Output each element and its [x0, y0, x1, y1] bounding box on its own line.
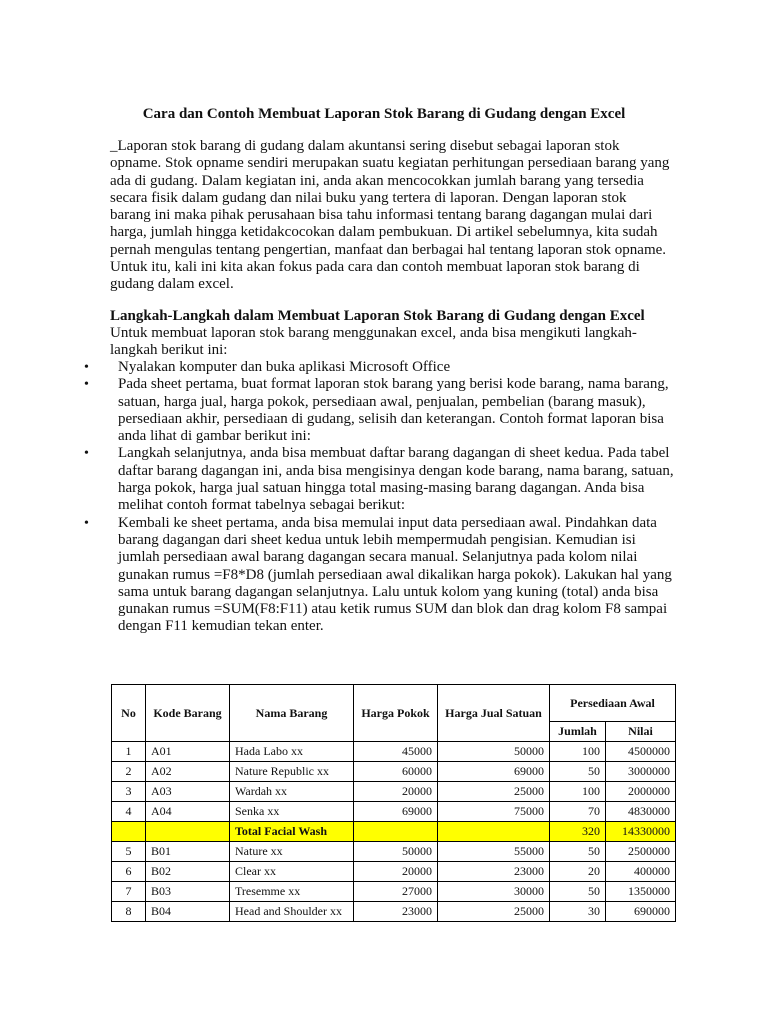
document-title: Cara dan Contoh Membuat Laporan Stok Barang di Gudang dengan Excel	[142, 106, 626, 122]
cell-nama: Nature xx	[230, 842, 354, 862]
header-nilai: Nilai	[606, 722, 676, 742]
cell-jual: 75000	[438, 802, 550, 822]
cell-kode: A04	[146, 802, 230, 822]
cell-nilai: 14330000	[606, 822, 676, 842]
cell-kode: B01	[146, 842, 230, 862]
cell-kode: B02	[146, 862, 230, 882]
cell-pokok: 50000	[354, 842, 438, 862]
cell-pokok	[354, 822, 438, 842]
cell-nama: Head and Shoulder xx	[230, 902, 354, 922]
cell-nama: Total Facial Wash	[230, 822, 354, 842]
cell-pokok: 45000	[354, 742, 438, 762]
header-no: No	[112, 685, 146, 742]
table-row	[112, 742, 676, 762]
table-row	[112, 762, 676, 782]
cell-jumlah: 50	[550, 842, 606, 862]
cell-nilai: 3000000	[606, 762, 676, 782]
cell-pokok: 27000	[354, 882, 438, 902]
table-row	[112, 782, 676, 802]
cell-pokok: 69000	[354, 802, 438, 822]
cell-jual: 23000	[438, 862, 550, 882]
cell-pokok: 23000	[354, 902, 438, 922]
cell-nilai: 4500000	[606, 742, 676, 762]
cell-jual: 30000	[438, 882, 550, 902]
header-harga-pokok: Harga Pokok	[354, 685, 438, 742]
table-row	[112, 862, 676, 882]
table-body	[112, 742, 676, 922]
cell-pokok: 20000	[354, 782, 438, 802]
cell-nama: Hada Labo xx	[230, 742, 354, 762]
cell-no	[112, 822, 146, 842]
intro-paragraph	[110, 138, 670, 294]
stock-table	[111, 684, 676, 922]
cell-kode: A01	[146, 742, 230, 762]
cell-no: 2	[112, 762, 146, 782]
cell-jumlah: 100	[550, 742, 606, 762]
cell-no: 1	[112, 742, 146, 762]
list-item: • Langkah selanjutnya, anda bisa membuat daftar barang dagangan di sheet kedua. Pada tabel daftar barang dagangan ini, anda bisa mengisinya dengan kode barang, nama barang, satuan, harga pokok, harga jual satuan hingga total masing-masing barang dagangan. Anda bisa melihat contoh format tabelnya sebagai berikut:	[84, 445, 674, 514]
cell-jumlah: 70	[550, 802, 606, 822]
cell-jumlah: 30	[550, 902, 606, 922]
cell-nilai: 400000	[606, 862, 676, 882]
cell-no: 7	[112, 882, 146, 902]
cell-jual: 55000	[438, 842, 550, 862]
cell-kode: B03	[146, 882, 230, 902]
cell-jumlah: 50	[550, 762, 606, 782]
cell-jumlah: 320	[550, 822, 606, 842]
cell-nama: Clear xx	[230, 862, 354, 882]
cell-nilai: 2000000	[606, 782, 676, 802]
cell-jumlah: 20	[550, 862, 606, 882]
cell-no: 6	[112, 862, 146, 882]
cell-no: 3	[112, 782, 146, 802]
table-row	[112, 802, 676, 822]
section-intro: Untuk membuat laporan stok barang menggunakan excel, anda bisa mengikuti langkah-langkah berikut ini:	[110, 325, 637, 359]
cell-jual: 25000	[438, 902, 550, 922]
cell-nilai: 1350000	[606, 882, 676, 902]
section-heading: Langkah-Langkah dalam Membuat Laporan Stok Barang di Gudang dengan Excel	[110, 308, 645, 324]
cell-jumlah: 50	[550, 882, 606, 902]
cell-no: 8	[112, 902, 146, 922]
cell-nama: Wardah xx	[230, 782, 354, 802]
list-item: • Pada sheet pertama, buat format laporan stok barang yang berisi kode barang, nama barang, satuan, harga jual, harga pokok, persediaan awal, penjualan, pembelian (barang masuk), persediaan akhir, persediaan di gudang, selisih dan keterangan. Contoh format laporan bisa anda lihat di gambar berikut ini:	[84, 376, 674, 445]
cell-jumlah: 100	[550, 782, 606, 802]
cell-pokok: 20000	[354, 862, 438, 882]
cell-nilai: 4830000	[606, 802, 676, 822]
table-row	[112, 902, 676, 922]
steps-list	[84, 359, 674, 636]
table-row	[112, 842, 676, 862]
cell-kode: B04	[146, 902, 230, 922]
cell-pokok: 60000	[354, 762, 438, 782]
header-harga-jual: Harga Jual Satuan	[438, 685, 550, 742]
cell-kode	[146, 822, 230, 842]
cell-jual	[438, 822, 550, 842]
cell-nama: Tresemme xx	[230, 882, 354, 902]
cell-kode: A02	[146, 762, 230, 782]
cell-nilai: 2500000	[606, 842, 676, 862]
cell-jual: 50000	[438, 742, 550, 762]
list-item: • Kembali ke sheet pertama, anda bisa memulai input data persediaan awal. Pindahkan data barang dagangan dari sheet kedua untuk lebih mempermudah pengisian. Kemudian isi jumlah persediaan awal barang dagangan secara manual. Selanjutnya pada kolom nilai gunakan rumus =F8*D8 (jumlah persediaan awal dikalikan harga pokok). Lakukan hal yang sama untuk barang dagangan selanjutnya. Lalu untuk kolom yang kuning (total) anda bisa gunakan rumus =SUM(F8:F11) atau ketik rumus SUM dan blok dan drag kolom F8 sampai dengan F11 kemudian tekan enter.	[84, 515, 674, 636]
cell-no: 5	[112, 842, 146, 862]
cell-no: 4	[112, 802, 146, 822]
header-persediaan: Persediaan Awal	[550, 685, 676, 722]
cell-jual: 69000	[438, 762, 550, 782]
list-item: • Nyalakan komputer dan buka aplikasi Microsoft Office	[84, 359, 674, 376]
paragraph-text: _ Laporan stok barang di gudang dalam akuntansi sering disebut sebagai laporan stok opname. Stok opname sendiri merupakan suatu kegiatan perhitungan persediaan barang yang ada di gudang. Dalam kegiatan ini, anda akan mencocokkan jumlah barang yang tersedia secara fisik dalam gudang dan nilai buku yang tertera di laporan. Dengan laporan stok barang ini maka pihak perusahaan bisa tahu informasi tentang barang dagangan mulai dari harga, jumlah hingga ketidakcocokan dalam pembukuan. Di artikel sebelumnya, kita sudah pernah mengulas tentang pengertian, manfaat dan berbagai hal tentang laporan stok opname. Untuk itu, kali ini kita akan fokus pada cara dan contoh membuat laporan stok barang di gudang dalam excel.	[110, 138, 669, 292]
header-nama: Nama Barang	[230, 685, 354, 742]
cell-kode: A03	[146, 782, 230, 802]
header-kode: Kode Barang	[146, 685, 230, 742]
header-jumlah: Jumlah	[550, 722, 606, 742]
cell-nama: Nature Republic xx	[230, 762, 354, 782]
table-row	[112, 882, 676, 902]
total-row	[112, 822, 676, 842]
cell-nilai: 690000	[606, 902, 676, 922]
cell-jual: 25000	[438, 782, 550, 802]
cell-nama: Senka xx	[230, 802, 354, 822]
